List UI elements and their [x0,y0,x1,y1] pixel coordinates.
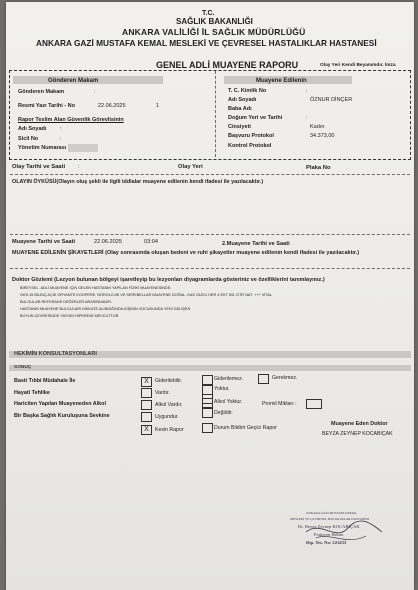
patient-id-label: T. C. Kimlik No [228,88,267,94]
sender-authority-colon: : [94,89,96,95]
handover-name-colon: : [60,126,62,132]
complaints-divider [10,268,410,269]
letter-date: 22.06.2025 [98,103,126,109]
giderilemez-label: Giderilemez. [214,376,244,382]
findings-line-3: BULGULAR REFERANS DEĞERLER ARASINDADIR. [20,300,112,304]
incident-place-label: Olay Yeri [178,164,203,170]
uygundur-label: Uygundur. [155,414,179,420]
doctor-role: Muayene Eden Doktor [331,421,388,427]
letter-label: Resmi Yazı Tarihi - No [18,103,75,109]
stamp-line-5: Dip. Tes. No: 221433 [306,540,347,545]
incident-plate-label: Plaka No [306,165,331,171]
uygundur-checkbox[interactable] [141,412,152,422]
gecici-rapor-checkbox[interactable] [202,423,213,433]
patient-control-label: Kontrol Protokol [228,143,272,149]
sender-section-title: Gönderen Makam [48,78,99,84]
handover-reg-colon: : [60,136,62,142]
first-exam-time: 03:04 [144,239,158,245]
result-section-title: SONUÇ [14,365,32,370]
findings-line-1: BİREYSEL. ADLİ MUAYENE İÇİN GELEN HASTANIN YAPILAN FİZİKİ MUAYENESİNDE: [20,286,172,290]
incident-history-label: OLAYIN ÖYKÜSÜ(Olayın oluş şekli ile ilgili iddialar muayene edilenin kendi ifadesi ile yazılacaktır.) [12,179,264,185]
handover-label: Rapor Teslim Alan Güvenlik Görevlisinin [18,117,124,123]
official-stamp [286,502,391,562]
ministry-label: SAĞLIK BAKANLIĞI [176,17,253,26]
alkol-vardir-checkbox[interactable] [141,400,152,410]
result-header-bg [9,365,411,371]
handover-name-label: Adı Soyadı [18,126,47,132]
findings-line-2: GKS:15 BİLİNÇ AÇIK ORYANTE KOOPERE, NÖROLOJİK VE SEREBELLAR MUAYENE DOĞAL. KAS GÜCÜ HER 4 EKT 5/5. DTR NAT. +++ VİTAL [20,293,273,297]
patient-birth-label: Doğum Yeri ve Tarihi [228,115,283,121]
alkol-vardir-label: Alkol Vardır. [155,402,183,408]
patient-id-colon: : [306,88,308,94]
sender-authority-label: Gönderen Makam [18,89,65,95]
degildir-label: Değildir. [214,410,233,416]
patient-name-label: Adı Soyadı [228,97,257,103]
result-row-1-label: Basit Tıbbi Müdahale İle [14,378,76,384]
vardir-checkbox[interactable] [141,388,152,398]
alkol-yoktur-label: Alkol Yoktur. [214,399,243,405]
gerekmez-checkbox[interactable] [258,374,269,384]
patient-name-value: ÖZNUR DİNÇER [310,97,353,103]
report-title: GENEL ADLİ MUAYENE RAPORU [156,60,299,70]
yoktur-label: Yoktur. [214,386,230,392]
patient-father-label: Baba Adı [228,106,252,112]
stamp-line-1: ANKARA GAZİ MUSTAFA KEMAL [306,511,358,515]
promil-label: Promil Miktarı : [262,401,297,407]
stamp-line-2: MESLEKİ VE ÇEVRESEL HASTALIKLAR HASTANESİ [290,517,370,521]
handover-staff-label: Yönetim Numarası [18,145,67,151]
stamp-line-3: Dr. Beyza Zeynep KOCABIÇAK [298,524,360,529]
vardir-label: Vardır. [155,390,170,396]
gecici-rapor-label: Durum Bildirir Geçici Rapor [214,425,277,431]
kesin-rapor-checkbox[interactable]: X [141,425,152,435]
hospital-title: ANKARA GAZİ MUSTAFA KEMAL MESLEKİ VE ÇEVRESEL HASTALIKLAR HASTANESİ [36,38,377,48]
first-exam-date: 22.06.2025 [94,239,122,245]
patient-section-title: Muayene Edilenin [256,78,307,84]
promil-field[interactable] [306,399,322,409]
findings-line-4: HASTANIN MUAYENE BULGULARI DİKKATE ALINDIĞINDA KİŞİNİN VÜCUDUNDA YENİ GELİŞEN [20,307,191,311]
findings-line-5: BOYUN ÇEVRESİNDE YAYGIN HİPEREMİ MEVCUTTUR. [20,314,120,318]
second-exam-label: 2.Muayene Tarihi ve Saati [222,241,290,247]
signature-mark [286,502,391,562]
giderilebilir-label: Giderilebilir. [155,378,183,384]
patient-protocol-label: Başvuru Protokol [228,133,274,139]
incident-date-label: Olay Tarihi ve Saati [12,164,66,170]
tc-label: T.C. [202,10,215,17]
alkol-yoktur-checkbox[interactable] [202,398,213,408]
giderilebilir-checkbox[interactable]: X [141,377,152,387]
directorate-label: ANKARA VALİLİĞİ İL SAĞLIK MÜDÜRLÜĞÜ [122,27,306,37]
giderilemez-checkbox[interactable] [202,375,213,385]
stamp-line-4: Pratisyen Hekim [314,532,344,537]
kesin-rapor-label: Kesin Rapor [155,427,184,433]
consult-section-title: HEKİMİN KONSULTASYONLARI [14,351,97,357]
redacted-staff [68,144,98,152]
first-exam-label: Muayene Tarihi ve Saati [12,239,76,245]
result-row-4-label: Bir Başka Sağlık Kuruluşuna Sevkine [14,413,110,419]
self-request-label: Olay Yeri Kendi Beyanımdır. İmza [320,63,396,68]
result-row-2-label: Hayati Tehlike [14,390,50,396]
history-divider [10,234,410,235]
incident-date-colon: : [78,164,80,170]
doctor-name: BEYZA ZEYNEP KOCABIÇAK [322,431,393,437]
patient-birth-colon: : [306,115,308,121]
patient-gender-label: Cinsiyeti [228,124,251,130]
incident-underline [10,174,410,175]
patient-gender-value: Kadın [310,124,325,130]
gerekmez-label: Gerekmez. [272,375,298,381]
findings-label: Doktor Gözlemi (Lezyon bulunan bölgeyi işaretleyip bu lezyonları diyagramlarda gösteriniz ve özelliklerini tanımlayınız.) [12,277,325,283]
patient-protocol-value: 34.373,00 [310,133,335,139]
report-paper [6,2,414,590]
frame-divider [215,71,216,157]
result-row-3-label: Hariciten Yapılan Muayeneden Alkol [14,401,106,407]
degildir-checkbox[interactable] [202,408,213,418]
complaints-label: MUAYENE EDİLENİN ŞİKAYETLERİ (Olay sonrasında oluşan bedeni ve ruhi şikayetler muayene edilenin kendi ifadesi ile yazılacaktır.) [12,250,360,256]
handover-reg-label: Sicil No [18,136,39,142]
letter-no: 1 [156,103,160,109]
